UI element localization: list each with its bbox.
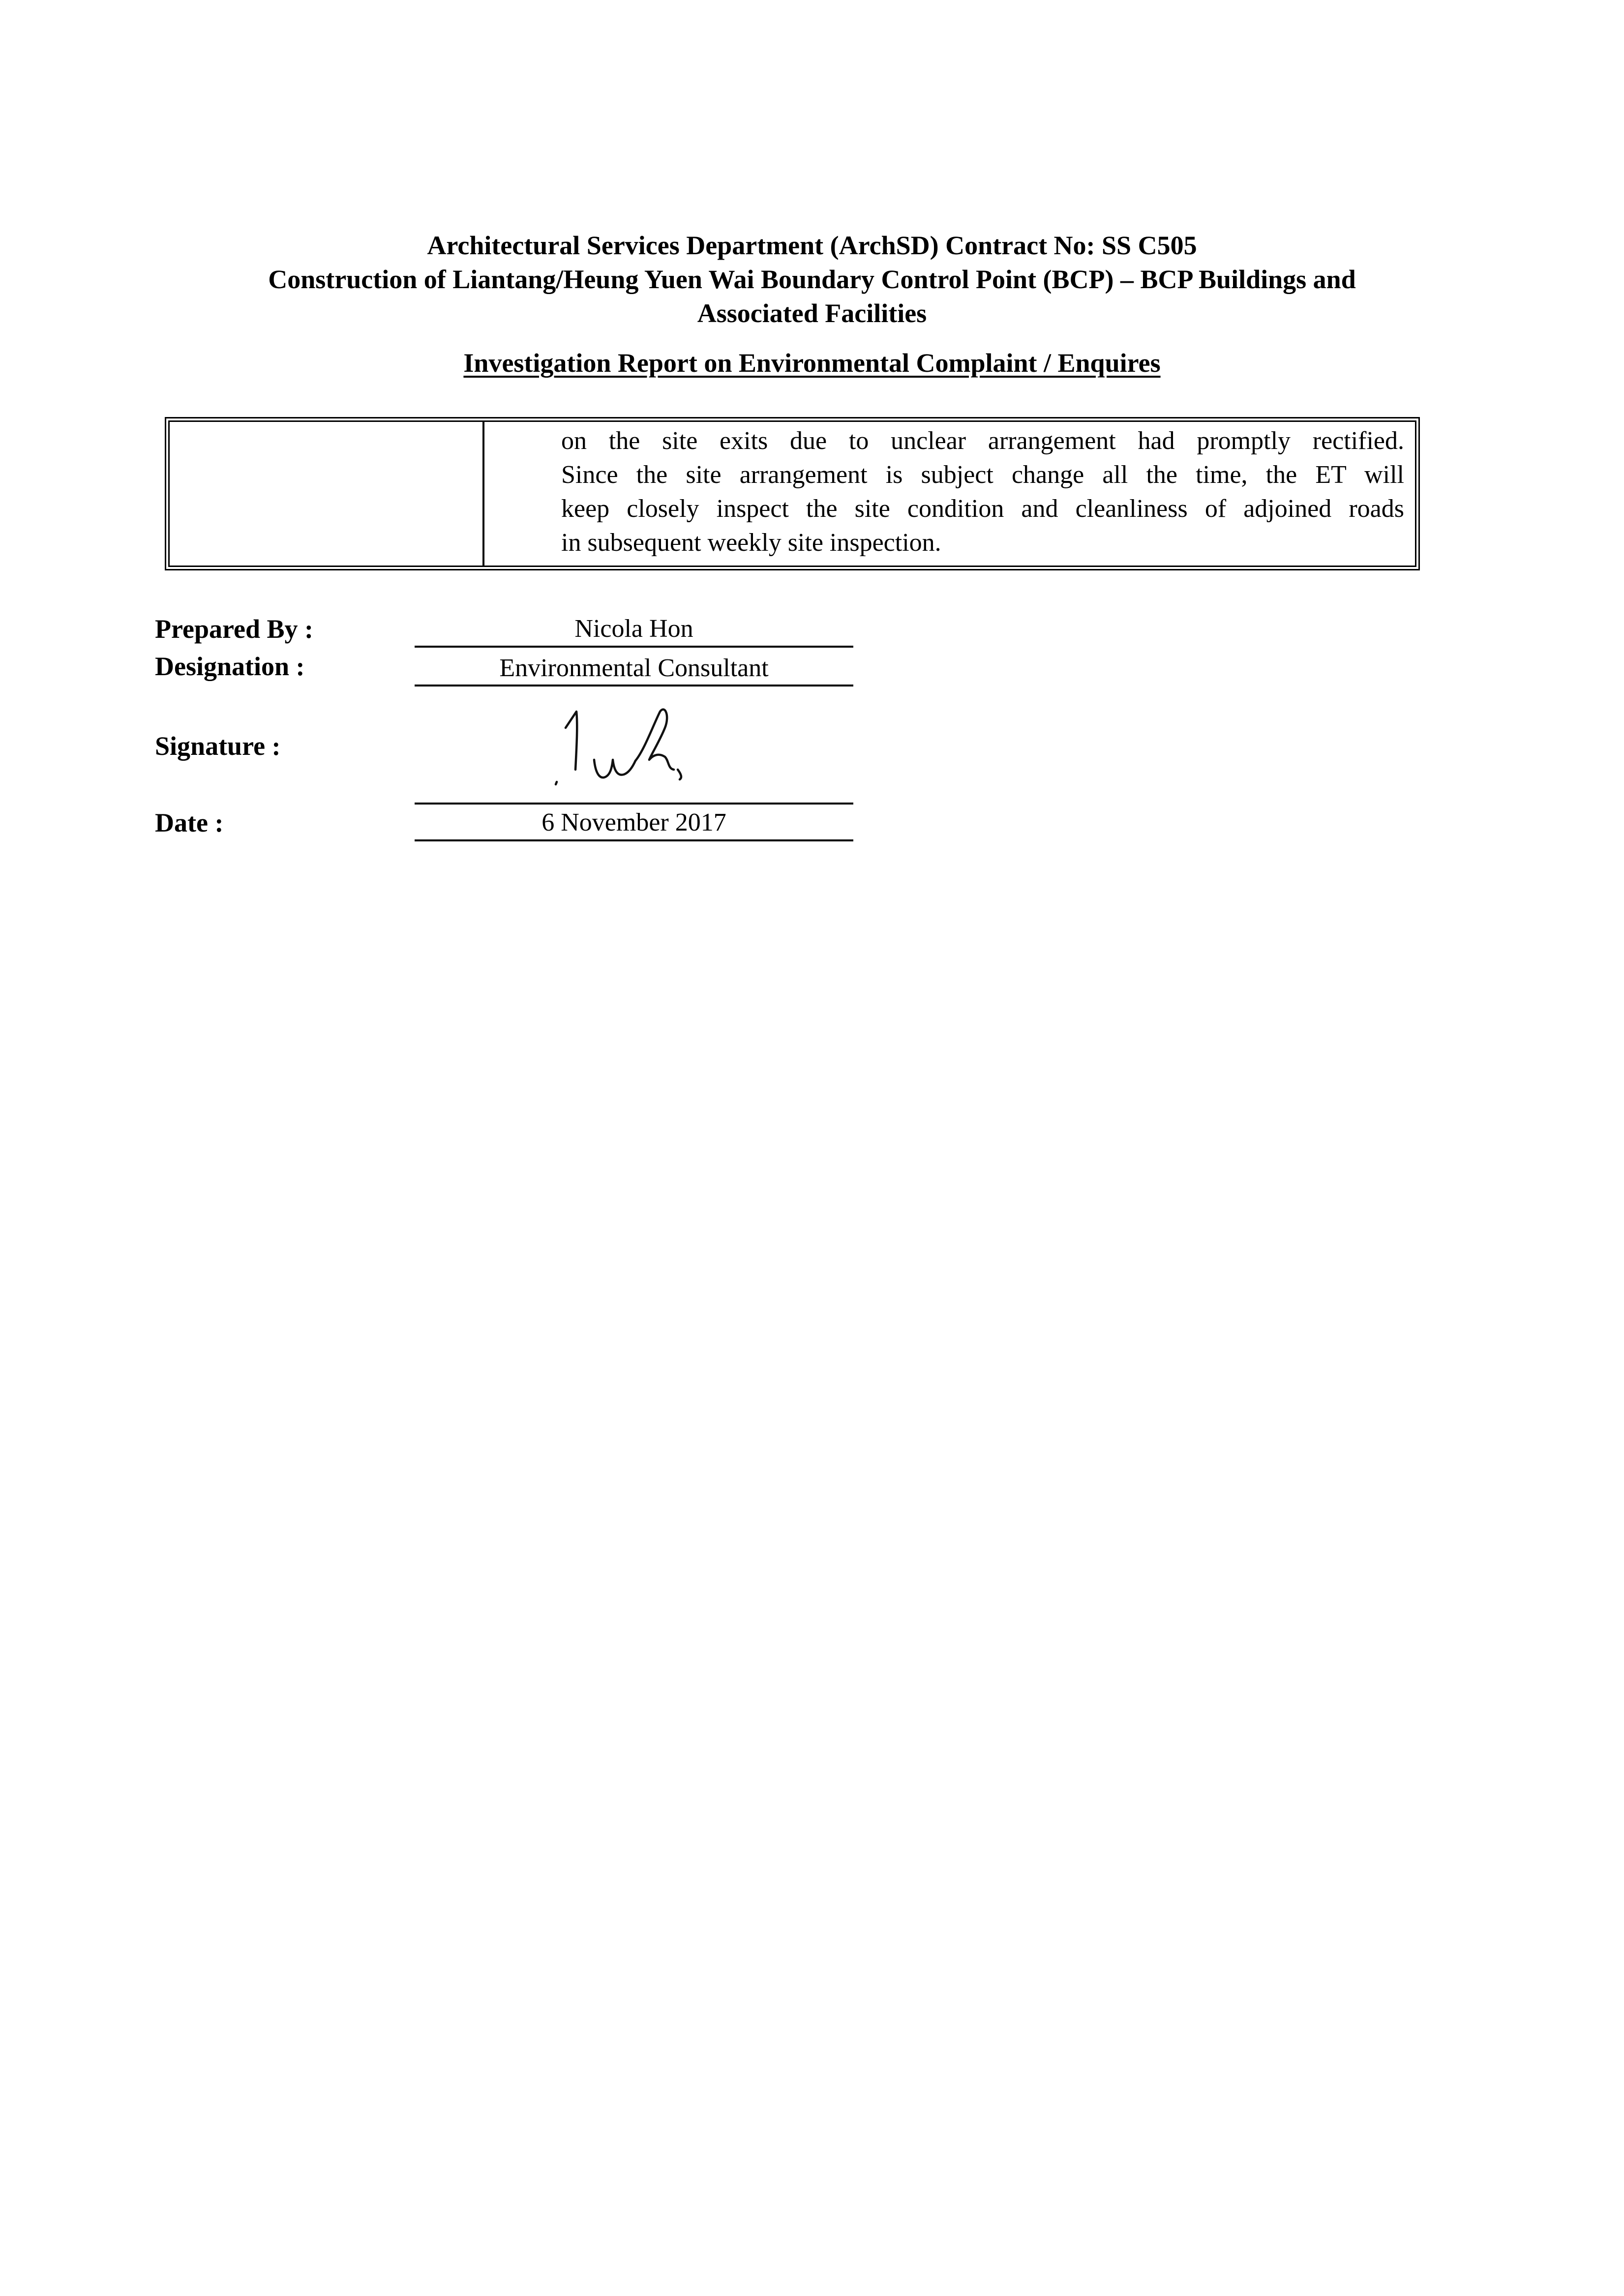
designation-rule [415, 685, 853, 686]
prepared-by-label: Prepared By : [155, 614, 313, 644]
table-text-line: keep closely inspect the site condition and cleanliness of adjoined roads [561, 495, 1404, 523]
designation-label: Designation : [155, 652, 305, 681]
table-text-line: on the site exits due to unclear arrangement had promptly rectified. [561, 427, 1404, 455]
date-rule [415, 839, 853, 841]
project-title-continued: Associated Facilities [697, 298, 927, 328]
signature-label: Signature : [155, 731, 281, 761]
table-cell-left [170, 422, 484, 566]
document-header [0, 229, 1624, 330]
report-table [165, 417, 1420, 570]
prepared-by-value: Nicola Hon [574, 615, 693, 643]
table-text-line: Since the site arrangement is subject change all the time, the ET will [561, 461, 1404, 489]
table-text-line: in subsequent weekly site inspection. [561, 529, 941, 557]
prepared-by-rule [415, 646, 853, 648]
project-title: Construction of Liantang/Heung Yuen Wai Boundary Control Point (BCP) – BCP Buildings and [268, 265, 1356, 294]
contract-title: Architectural Services Department (ArchSD) Contract No: SS C505 [427, 231, 1197, 260]
date-value: 6 November 2017 [541, 808, 726, 836]
date-label: Date : [155, 808, 224, 837]
designation-value: Environmental Consultant [499, 654, 769, 682]
signature-rule [415, 803, 853, 805]
table-cell-right [484, 422, 1415, 566]
handwritten-signature [551, 706, 718, 792]
report-title: Investigation Report on Environmental Complaint / Enquires [463, 348, 1161, 378]
